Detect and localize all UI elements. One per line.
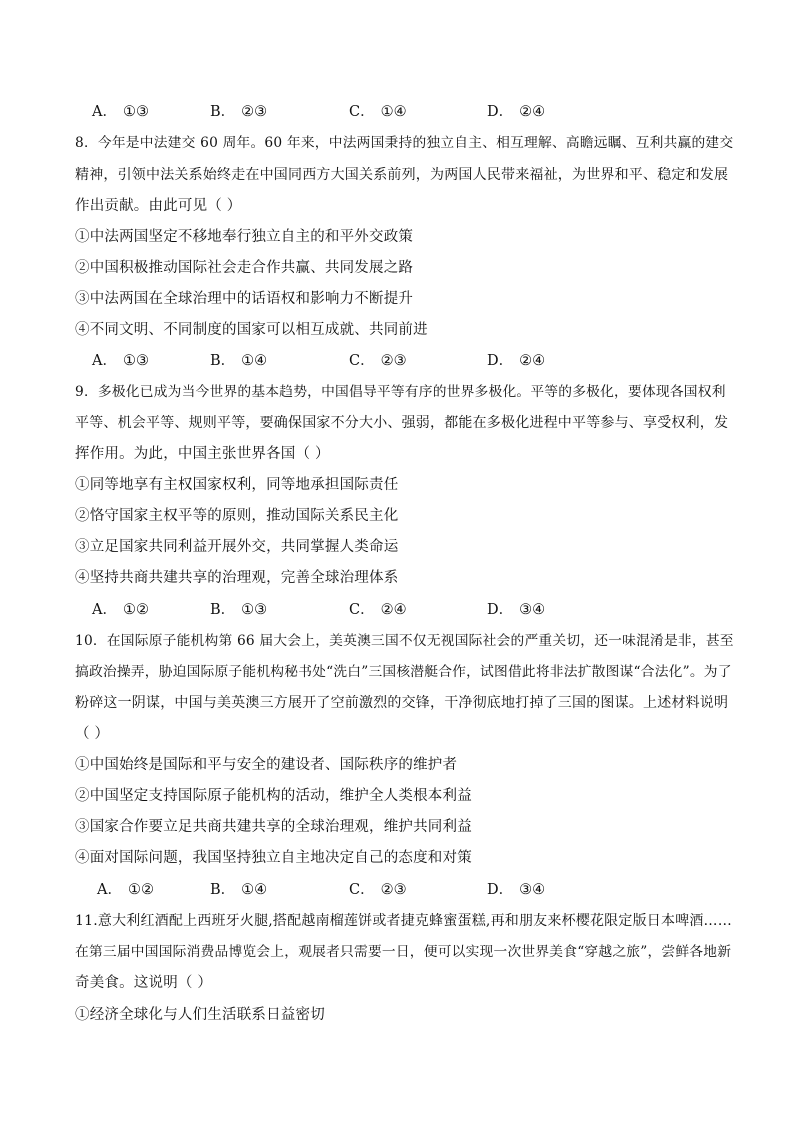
q8-option-b: B． ①④	[210, 353, 268, 369]
q9-stem-line: 挥作用。为此，中国主张世界各国（ ）	[75, 446, 330, 462]
q10-statement-1: ①中国始终是国际和平与安全的建设者、国际秩序的维护者	[75, 757, 458, 773]
q9-option-a: A． ①②	[92, 602, 149, 618]
q10-option-a: A． ①②	[97, 882, 154, 898]
q7-options	[75, 102, 735, 122]
q10-stem-line: 粉碎这一阴谋，中国与美英澳三方展开了空前激烈的交锋，干净彻底地打掉了三国的图谋。上述材料说明	[75, 695, 729, 711]
q7-option-c: C． ①④	[349, 104, 407, 120]
q9-statement-3: ③立足国家共同利益开展外交，共同掌握人类命运	[75, 539, 399, 555]
q10-option-b: B． ①④	[210, 882, 268, 898]
q10-statement-4: ④面对国际问题，我国坚持独立自主地决定自己的态度和对策	[75, 850, 472, 866]
q8-option-c: C． ②③	[349, 353, 407, 369]
q11-stem-line: 奇美食。这说明（ ）	[75, 975, 213, 991]
q10-statement-3: ③国家合作要立足共商共建共享的全球治理观，维护共同利益	[75, 819, 472, 835]
q9-statement-1: ①同等地享有主权国家权利，同等地承担国际责任	[75, 477, 399, 493]
q8-option-d: D． ②④	[487, 353, 546, 369]
q8-statement-4: ④不同文明、不同制度的国家可以相互成就、共同前进	[75, 322, 428, 338]
q10-stem-line: 搞政治操弄，胁迫国际原子能机构秘书处“洗白”三国核潜艇合作，试图借此将非法扩散图谋“合法化”。为了	[75, 664, 732, 680]
q9-option-c: C． ②④	[349, 602, 407, 618]
q10-option-c: C． ②③	[349, 882, 407, 898]
q10-options	[75, 880, 735, 900]
q9-option-d: D． ③④	[487, 602, 546, 618]
q8-option-a: A． ①③	[92, 353, 149, 369]
q10-stem-line: 10．在国际原子能机构第 66 届大会上，美英澳三国不仅无视国际社会的严重关切，还一味混淆是非，甚至	[75, 633, 734, 649]
q9-option-b: B． ①③	[210, 602, 268, 618]
q7-option-b: B． ②③	[210, 104, 268, 120]
q7-option-d: D． ②④	[487, 104, 546, 120]
q11-stem-line: 在第三届中国国际消费品博览会上，观展者只需要一日，便可以实现一次世界美食“穿越之旅”，尝鲜各地新	[75, 944, 732, 960]
q9-stem-line: 平等、机会平等、规则平等，要确保国家不分大小、强弱，都能在多极化进程中平等参与、享受权利，发	[75, 415, 729, 431]
q9-statement-2: ②恪守国家主权平等的原则，推动国际关系民主化	[75, 508, 399, 524]
q9-statement-4: ④坚持共商共建共享的治理观，完善全球治理体系	[75, 570, 399, 586]
q10-option-d: D． ③④	[487, 882, 546, 898]
q9-options	[75, 600, 735, 620]
q8-statement-2: ②中国积极推动国际社会走合作共赢、共同发展之路	[75, 260, 414, 276]
q10-stem-line: （ ）	[75, 726, 110, 742]
q10-statement-2: ②中国坚定支持国际原子能机构的活动，维护全人类根本利益	[75, 788, 472, 804]
q11-stem-line: 11.意大利红酒配上西班牙火腿,搭配越南榴莲饼或者捷克蜂蜜蛋糕,再和朋友来杯樱花限定版日本啤酒……	[75, 913, 732, 929]
q8-statement-1: ①中法两国坚定不移地奉行独立自主的和平外交政策	[75, 229, 414, 245]
q8-options	[75, 351, 735, 371]
q8-stem-line: 8．今年是中法建交 60 周年。60 年来，中法两国秉持的独立自主、相互理解、高瞻远瞩、互利共赢的建交	[75, 135, 734, 151]
q8-stem-line: 精神，引领中法关系始终走在中国同西方大国关系前列，为两国人民带来福祉，为世界和平、稳定和发展	[75, 167, 729, 183]
q8-statement-3: ③中法两国在全球治理中的话语权和影响力不断提升	[75, 291, 414, 307]
q9-stem-line: 9．多极化已成为当今世界的基本趋势，中国倡导平等有序的世界多极化。平等的多极化，要体现各国权利	[75, 384, 726, 400]
q8-stem-line: 作出贡献。由此可见（ ）	[75, 198, 242, 214]
q11-statement-1: ①经济全球化与人们生活联系日益密切	[75, 1007, 325, 1023]
q7-option-a: A． ①③	[92, 104, 149, 120]
